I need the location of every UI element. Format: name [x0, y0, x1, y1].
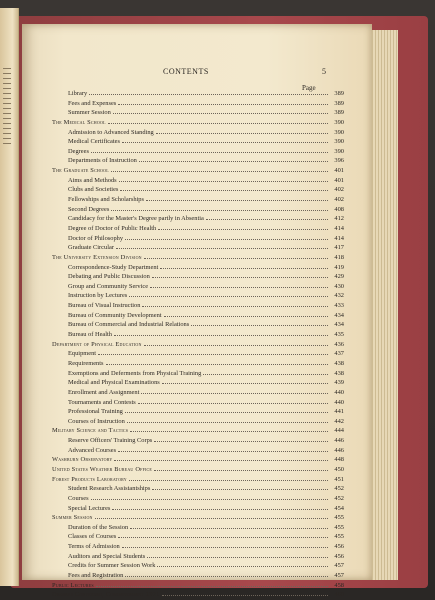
toc-entry-label: Bureau of Visual Instruction — [68, 302, 141, 310]
dot-leader — [98, 349, 328, 355]
toc-entry-label: Medical Certificates — [68, 138, 120, 146]
toc-entry-page: 457 — [334, 562, 344, 570]
toc-entry-page: 389 — [334, 99, 344, 107]
previous-page-edge — [0, 8, 19, 586]
toc-entry-page: 434 — [334, 311, 344, 319]
toc-subentry — [52, 320, 344, 330]
toc-subentry — [52, 147, 344, 157]
toc-entry-page: 390 — [334, 147, 344, 155]
toc-section-entry — [52, 590, 344, 600]
dot-leader — [206, 214, 328, 220]
toc-entry-page: 457 — [334, 572, 344, 580]
toc-entry-page: 434 — [334, 321, 344, 329]
dot-leader — [144, 340, 328, 346]
toc-entry-page: 433 — [334, 302, 344, 310]
dot-leader — [142, 301, 328, 307]
toc-entry-label: Exemptions and Deferments from Physical Training — [68, 369, 202, 377]
toc-entry-page: 402 — [334, 186, 344, 194]
toc-subentry — [52, 108, 344, 118]
edge-mark — [3, 128, 11, 129]
dot-leader — [118, 446, 328, 452]
dot-leader — [150, 282, 328, 288]
dot-leader — [144, 253, 328, 259]
toc-subentry — [52, 89, 344, 99]
toc-subentry — [52, 436, 344, 446]
toc-entry-label: Doctor of Philosophy — [68, 234, 124, 242]
dot-leader — [146, 195, 328, 201]
edge-mark — [3, 113, 11, 114]
toc-subentry — [52, 359, 344, 369]
edge-mark — [3, 108, 11, 109]
toc-entry-page: 390 — [334, 128, 344, 136]
dot-leader — [125, 234, 328, 240]
dot-leader — [120, 185, 328, 191]
dot-leader — [154, 436, 328, 442]
toc-entry-page: 455 — [334, 533, 344, 541]
toc-entry-page: 437 — [334, 350, 344, 358]
toc-entry-label: Bureau of Health — [68, 331, 113, 339]
toc-entry-label: Graduate Circular — [68, 244, 114, 252]
dot-leader — [164, 311, 328, 317]
toc-entry-page: 430 — [334, 282, 344, 290]
toc-entry-page: 414 — [334, 224, 344, 232]
dot-leader — [118, 99, 328, 105]
edge-mark — [3, 123, 11, 124]
toc-entry-label: Correspondence-Study Department — [68, 263, 159, 271]
toc-subentry — [52, 243, 344, 253]
toc-entry-label: Washburn Observatory — [52, 456, 113, 464]
toc-entry-page: 455 — [334, 523, 344, 531]
toc-entry-page: 441 — [334, 408, 344, 416]
toc-entry-page: 455 — [334, 514, 344, 522]
dot-leader — [111, 166, 328, 172]
dot-leader — [91, 494, 328, 500]
toc-entry-page: 429 — [334, 273, 344, 281]
dot-leader — [191, 320, 328, 326]
toc-subentry — [52, 561, 344, 571]
toc-subentry — [52, 523, 344, 533]
edge-mark — [3, 68, 11, 69]
toc-subentry — [52, 99, 344, 109]
toc-entry-label: Terms of Admission — [68, 543, 120, 551]
toc-entry-page: 402 — [334, 196, 344, 204]
dot-leader — [111, 205, 328, 211]
dot-leader — [125, 407, 328, 413]
dot-leader — [162, 590, 328, 596]
toc-subentry — [52, 542, 344, 552]
toc-subentry — [52, 224, 344, 234]
toc-entry-label: Summer Session — [52, 514, 93, 522]
toc-entry-label: Advanced Courses — [68, 446, 117, 454]
toc-subentry — [52, 311, 344, 321]
toc-entry-label: The University Extension Division — [52, 253, 142, 261]
dot-leader — [203, 369, 328, 375]
toc-entry-label: Clubs and Societies — [68, 186, 119, 194]
toc-entry-label: Fees and Expenses — [68, 99, 117, 107]
toc-entry-page: 444 — [334, 427, 344, 435]
toc-entry-page: 390 — [334, 138, 344, 146]
dot-leader — [127, 417, 328, 423]
dot-leader — [91, 147, 328, 153]
toc-entry-page: 418 — [334, 253, 344, 261]
toc-subentry — [52, 185, 344, 195]
toc-entry-label: Duration of the Session — [68, 523, 129, 531]
edge-mark — [3, 93, 11, 94]
toc-entry-label: Equipment — [68, 350, 97, 358]
dot-leader — [96, 581, 328, 587]
dot-leader — [130, 426, 328, 432]
toc-entry-page: 389 — [334, 109, 344, 117]
toc-section-entry — [52, 513, 344, 523]
toc-subentry — [52, 494, 344, 504]
toc-entry-label: Debating and Public Discussion — [68, 273, 150, 281]
toc-subentry — [52, 214, 344, 224]
toc-entry-page: 454 — [334, 504, 344, 512]
toc-entry-page: 412 — [334, 215, 344, 223]
toc-subentry — [52, 205, 344, 215]
dot-leader — [114, 330, 328, 336]
toc-section-entry — [52, 118, 344, 128]
dot-leader — [108, 118, 328, 124]
dot-leader — [162, 378, 328, 384]
dot-leader — [141, 388, 328, 394]
toc-entry-label: Special Lectures — [68, 504, 111, 512]
toc-entry-label: Fellowships and Scholarships — [68, 196, 144, 204]
toc-entry-label: Auditors and Special Students — [68, 552, 146, 560]
toc-entry-page: 436 — [334, 340, 344, 348]
toc-subentry — [52, 407, 344, 417]
dot-leader — [152, 272, 328, 278]
dot-leader — [157, 561, 328, 567]
toc-subentry — [52, 369, 344, 379]
toc-entry-label: Aims and Methods — [68, 176, 117, 184]
toc-subentry — [52, 272, 344, 282]
dot-leader — [89, 89, 328, 95]
edge-mark — [3, 118, 11, 119]
toc-section-entry — [52, 455, 344, 465]
toc-subentry — [52, 128, 344, 138]
toc-entry-page: 401 — [334, 176, 344, 184]
toc-section-entry — [52, 166, 344, 176]
toc-entry-label: United States Weather Bureau Office — [52, 465, 153, 473]
toc-subentry — [52, 349, 344, 359]
toc-entry-page: 432 — [334, 292, 344, 300]
dot-leader — [118, 532, 328, 538]
page-edges — [370, 30, 398, 580]
edge-mark — [3, 98, 11, 99]
toc-entry-page: 452 — [334, 485, 344, 493]
toc-entry-label: Bureau of Commercial and Industrial Relations — [68, 321, 190, 329]
toc-subentry — [52, 446, 344, 456]
dot-leader — [106, 359, 329, 365]
edge-mark — [3, 73, 11, 74]
dot-leader — [116, 243, 328, 249]
running-header-title: CONTENTS — [163, 67, 209, 76]
toc-entry-page: 452 — [334, 494, 344, 502]
toc-entry-label: Bureau of Community Development — [68, 311, 162, 319]
dot-leader — [139, 156, 328, 162]
toc-subentry — [52, 263, 344, 273]
toc-subentry — [52, 195, 344, 205]
toc-entry-page: 396 — [334, 157, 344, 165]
toc-subentry — [52, 484, 344, 494]
toc-entry-page: 390 — [334, 118, 344, 126]
toc-entry-label: Forest Products Laboratory — [52, 475, 127, 483]
toc-entry-page: 419 — [334, 263, 344, 271]
toc-subentry — [52, 552, 344, 562]
toc-entry-label: Degrees — [68, 147, 89, 155]
dot-leader — [119, 176, 328, 182]
toc-subentry — [52, 388, 344, 398]
toc-section-entry — [52, 340, 344, 350]
toc-entry-label: Degree of Doctor of Public Health — [68, 224, 157, 232]
toc-entry-page: 446 — [334, 437, 344, 445]
page-column-label: Page — [302, 84, 316, 92]
toc-entry-label: Courses of Instruction — [68, 417, 125, 425]
toc-subentry — [52, 301, 344, 311]
toc-entry-page: 456 — [334, 543, 344, 551]
toc-entry-page: 438 — [334, 369, 344, 377]
dot-leader — [122, 542, 328, 548]
toc-entry-label: Requirements — [68, 359, 104, 367]
dot-leader — [160, 263, 328, 269]
dot-leader — [138, 398, 328, 404]
toc-subentry — [52, 378, 344, 388]
dot-leader — [113, 108, 328, 114]
toc-entry-page: 460 — [334, 591, 344, 599]
dot-leader — [125, 571, 328, 577]
toc-entry-label: Enrollment and Assignment — [68, 388, 140, 396]
toc-entry-label: Summer Session — [68, 109, 111, 117]
toc-entry-page: 442 — [334, 417, 344, 425]
edge-mark — [3, 143, 11, 144]
toc-entry-label: Departments of Instruction — [68, 157, 137, 165]
toc-entry-page: 408 — [334, 205, 344, 213]
dot-leader — [129, 291, 328, 297]
toc-subentry — [52, 330, 344, 340]
toc-entry-page: 456 — [334, 552, 344, 560]
toc-subentry — [52, 532, 344, 542]
toc-subentry — [52, 571, 344, 581]
toc-subentry — [52, 291, 344, 301]
toc-entry-label: Instruction by Lectures — [68, 292, 128, 300]
dot-leader — [147, 552, 328, 558]
toc-entry-label: Candidacy for the Master's Degree partly in Absentia — [68, 215, 204, 223]
toc-section-entry — [52, 581, 344, 591]
toc-entry-page: 438 — [334, 359, 344, 367]
toc-subentry — [52, 156, 344, 166]
toc-subentry — [52, 398, 344, 408]
toc-entry-label: Library — [68, 90, 88, 97]
dot-leader — [154, 465, 328, 471]
dot-leader — [152, 484, 328, 490]
toc-entry-page: 439 — [334, 379, 344, 387]
dot-leader — [95, 513, 328, 519]
toc-subentry — [52, 234, 344, 244]
toc-entry-label: Military Science and Tactics — [52, 427, 129, 435]
dot-leader — [114, 455, 328, 461]
toc-entry-label: Courses — [68, 494, 89, 502]
toc-subentry — [52, 137, 344, 147]
edge-mark — [3, 78, 11, 79]
toc-entry-label: Professional Training — [68, 408, 123, 416]
table-of-contents — [52, 89, 344, 600]
toc-section-entry — [52, 475, 344, 485]
toc-entry-page: 446 — [334, 446, 344, 454]
toc-entry-label: Tournaments and Contests — [68, 398, 136, 406]
toc-entry-page: 440 — [334, 388, 344, 396]
toc-entry-label: Student Research Assistantships — [68, 485, 151, 493]
toc-entry-label: Public Lectures — [52, 581, 94, 589]
toc-entry-label: The Medical School — [52, 118, 106, 126]
toc-entry-page: 389 — [334, 90, 344, 97]
edge-mark — [3, 103, 11, 104]
toc-entry-label: Group and Community Service — [68, 282, 149, 290]
dot-leader — [158, 224, 328, 230]
toc-subentry — [52, 504, 344, 514]
toc-entry-page: 440 — [334, 398, 344, 406]
toc-entry-page: 435 — [334, 331, 344, 339]
toc-entry-label: Second Degrees — [68, 205, 110, 213]
toc-entry-label: Classes of Courses — [68, 533, 117, 541]
dot-leader — [129, 475, 328, 481]
toc-entry-page: 417 — [334, 244, 344, 252]
toc-entry-page: 414 — [334, 234, 344, 242]
toc-entry-page: 401 — [334, 167, 344, 175]
edge-mark — [3, 88, 11, 89]
toc-section-entry — [52, 253, 344, 263]
toc-subentry — [52, 417, 344, 427]
toc-entry-page: 451 — [334, 475, 344, 483]
toc-entry-label: Reserve Officers' Training Corps — [68, 437, 153, 445]
edge-mark — [3, 83, 11, 84]
page-number: 5 — [322, 67, 327, 76]
dot-leader — [130, 523, 328, 529]
toc-entry-label: Admission to Advanced Standing — [68, 128, 154, 136]
toc-subentry — [52, 282, 344, 292]
toc-section-entry — [52, 426, 344, 436]
toc-subentry — [52, 176, 344, 186]
dot-leader — [122, 137, 328, 143]
dot-leader — [156, 128, 328, 134]
edge-mark — [3, 133, 11, 134]
toc-entry-label: Credits for Summer Session Work — [68, 562, 156, 570]
toc-section-entry — [52, 465, 344, 475]
toc-entry-label: Degrees Conferred, Commencement 1921 — [52, 591, 160, 599]
toc-entry-label: Medical and Physical Examinations — [68, 379, 160, 387]
toc-entry-page: 450 — [334, 465, 344, 473]
edge-mark — [3, 138, 11, 139]
toc-entry-label: The Graduate School — [52, 167, 109, 175]
toc-entry-page: 458 — [334, 581, 344, 589]
toc-entry-label: Fees and Registration — [68, 572, 124, 580]
dot-leader — [112, 504, 328, 510]
toc-entry-page: 448 — [334, 456, 344, 464]
toc-entry-label: Department of Physical Education — [52, 340, 142, 348]
